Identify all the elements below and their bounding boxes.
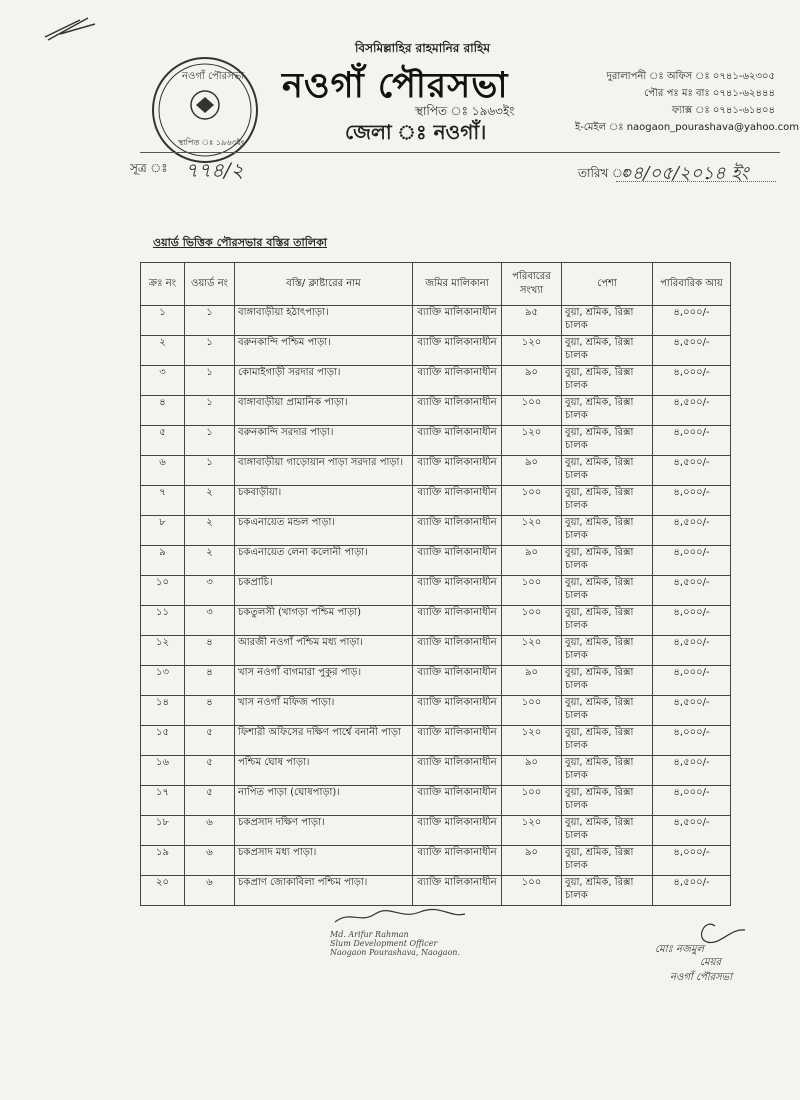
contact-block xyxy=(575,68,799,136)
officer-title: Slum Development Officer xyxy=(330,939,438,948)
table-row xyxy=(141,576,731,606)
cell-ownership: ব্যাক্তি মালিকানাধীন xyxy=(413,366,502,396)
cell-slum-name: চকপ্রাচি। xyxy=(235,576,413,606)
cell-income: ৪,০০০/- xyxy=(653,786,731,816)
cell-ward: ৬ xyxy=(185,876,235,906)
cell-ownership: ব্যাক্তি মালিকানাধীন xyxy=(413,726,502,756)
cell-income: ৪,৫০০/- xyxy=(653,576,731,606)
header-occupation: পেশা xyxy=(562,263,653,306)
cell-occupation: বুয়া, শ্রমিক, রিক্সা চালক xyxy=(562,876,653,906)
phone-mayor: পৌর পঃ মঃ বাঃ ০৭৪১-৬২৪৪৪ xyxy=(644,88,775,99)
cell-serial: ৮ xyxy=(141,516,185,546)
cell-slum-name: বাঙ্গাবাড়ীয়া হঠাৎপাড়া। xyxy=(235,306,413,336)
table-row xyxy=(141,846,731,876)
district-text: জেলা ঃ নওগাঁ। xyxy=(345,120,487,144)
header-divider xyxy=(140,152,780,153)
cell-occupation: বুয়া, শ্রমিক, রিক্সা চালক xyxy=(562,486,653,516)
cell-families: ১২০ xyxy=(502,516,562,546)
cell-families: ১০০ xyxy=(502,486,562,516)
table-row xyxy=(141,336,731,366)
cell-ward: ২ xyxy=(185,546,235,576)
cell-income: ৪,০০০/- xyxy=(653,606,731,636)
cell-income: ৪,০০০/- xyxy=(653,666,731,696)
table-row xyxy=(141,516,731,546)
cell-serial: ১৯ xyxy=(141,846,185,876)
cell-ward: ১ xyxy=(185,396,235,426)
cell-income: ৪,০০০/- xyxy=(653,306,731,336)
cell-serial: ১৩ xyxy=(141,666,185,696)
table-row xyxy=(141,666,731,696)
seal-name: নওগাঁ পৌরসভা xyxy=(182,71,245,82)
cell-ward: ৬ xyxy=(185,846,235,876)
cell-slum-name: চকপ্রসাদ মধ্য পাড়া। xyxy=(235,846,413,876)
cell-ownership: ব্যাক্তি মালিকানাধীন xyxy=(413,816,502,846)
cell-occupation: বুয়া, শ্রমিক, রিক্সা চালক xyxy=(562,846,653,876)
cell-occupation: বুয়া, শ্রমিক, রিক্সা চালক xyxy=(562,546,653,576)
header-serial: ক্রঃ নং xyxy=(141,263,185,306)
cell-income: ৪,৫০০/- xyxy=(653,456,731,486)
header-families: পরিবারের সংখ্যা xyxy=(502,263,562,306)
cell-ownership: ব্যাক্তি মালিকানাধীন xyxy=(413,846,502,876)
cell-serial: ২০ xyxy=(141,876,185,906)
cell-serial: ৩ xyxy=(141,366,185,396)
cell-families: ১২০ xyxy=(502,336,562,366)
cell-families: ৯৫ xyxy=(502,306,562,336)
table-row xyxy=(141,696,731,726)
table-row xyxy=(141,486,731,516)
cell-slum-name: কোমাইগাড়ী সরদার পাড়া। xyxy=(235,366,413,396)
cell-ward: ২ xyxy=(185,486,235,516)
table-row xyxy=(141,636,731,666)
table-row xyxy=(141,366,731,396)
cell-income: ৪,০০০/- xyxy=(653,546,731,576)
cell-occupation: বুয়া, শ্রমিক, রিক্সা চালক xyxy=(562,756,653,786)
cell-serial: ২ xyxy=(141,336,185,366)
header-slum-name: বস্তি/ ক্লাষ্টারের নাম xyxy=(235,263,413,306)
cell-ward: ৩ xyxy=(185,606,235,636)
cell-ownership: ব্যাক্তি মালিকানাধীন xyxy=(413,756,502,786)
table-row xyxy=(141,726,731,756)
cell-ward: ২ xyxy=(185,516,235,546)
cell-income: ৪,৫০০/- xyxy=(653,876,731,906)
cell-occupation: বুয়া, শ্রমিক, রিক্সা চালক xyxy=(562,816,653,846)
table-header-row xyxy=(141,263,731,306)
cell-occupation: বুয়া, শ্রমিক, রিক্সা চালক xyxy=(562,576,653,606)
cell-ward: ৪ xyxy=(185,666,235,696)
cell-slum-name: বরুনকান্দি পশ্চিম পাড়া। xyxy=(235,336,413,366)
cell-slum-name: খাস নওগাঁ বাগমারা পুকুর পাড়। xyxy=(235,666,413,696)
cell-ownership: ব্যাক্তি মালিকানাধীন xyxy=(413,606,502,636)
cell-families: ১০০ xyxy=(502,786,562,816)
cell-occupation: বুয়া, শ্রমিক, রিক্সা চালক xyxy=(562,366,653,396)
cell-occupation: বুয়া, শ্রমিক, রিক্সা চালক xyxy=(562,396,653,426)
cell-occupation: বুয়া, শ্রমিক, রিক্সা চালক xyxy=(562,336,653,366)
table-title: ওয়ার্ড ভিত্তিক পৌরসভার বস্তির তালিকা xyxy=(153,236,327,249)
cell-occupation: বুয়া, শ্রমিক, রিক্সা চালক xyxy=(562,306,653,336)
cell-serial: ১০ xyxy=(141,576,185,606)
signature-scribble-icon xyxy=(330,908,470,926)
cell-income: ৪,০০০/- xyxy=(653,846,731,876)
cell-income: ৪,০০০/- xyxy=(653,486,731,516)
table-row xyxy=(141,786,731,816)
cell-slum-name: চকবাড়ীয়া। xyxy=(235,486,413,516)
cell-serial: ৫ xyxy=(141,426,185,456)
mayor-name: মোঃ নজমুল xyxy=(655,944,704,955)
cell-occupation: বুয়া, শ্রমিক, রিক্সা চালক xyxy=(562,426,653,456)
cell-ownership: ব্যাক্তি মালিকানাধীন xyxy=(413,576,502,606)
cell-occupation: বুয়া, শ্রমিক, রিক্সা চালক xyxy=(562,696,653,726)
cell-income: ৪,৫০০/- xyxy=(653,516,731,546)
cell-income: ৪,৫০০/- xyxy=(653,336,731,366)
phone-office: দুরালাপনী ঃ অফিস ঃ ০৭৪১-৬২৩০৫ xyxy=(606,71,775,82)
cell-slum-name: চকতুলসী (খাগড়া পশ্চিম পাড়া) xyxy=(235,606,413,636)
cell-ward: ৫ xyxy=(185,756,235,786)
slum-list-table xyxy=(140,262,731,906)
cell-ward: ৩ xyxy=(185,576,235,606)
cell-families: ১২০ xyxy=(502,426,562,456)
header-income: পারিবারিক আয় xyxy=(653,263,731,306)
cell-families: ১০০ xyxy=(502,396,562,426)
cell-ownership: ব্যাক্তি মালিকানাধীন xyxy=(413,486,502,516)
officer-name: Md. Arifur Rahman xyxy=(330,930,409,939)
cell-income: ৪,৫০০/- xyxy=(653,636,731,666)
cell-occupation: বুয়া, শ্রমিক, রিক্সা চালক xyxy=(562,726,653,756)
cell-slum-name: নাপিত পাড়া (ঘোষপাড়া)। xyxy=(235,786,413,816)
cell-serial: ১৮ xyxy=(141,816,185,846)
cell-slum-name: বাঙ্গাবাড়ীয়া প্রামানিক পাড়া। xyxy=(235,396,413,426)
email-address: ই-মেইল ঃ naogaon_pourashava@yahoo.com xyxy=(575,122,799,133)
cell-ward: ৪ xyxy=(185,636,235,666)
cell-income: ৪,৫০০/- xyxy=(653,816,731,846)
cell-ownership: ব্যাক্তি মালিকানাধীন xyxy=(413,786,502,816)
cell-families: ১০০ xyxy=(502,696,562,726)
cell-families: ৯০ xyxy=(502,546,562,576)
cell-families: ১২০ xyxy=(502,636,562,666)
table-row xyxy=(141,396,731,426)
cell-serial: ১ xyxy=(141,306,185,336)
cell-slum-name: চকএনায়েত লেনা কলোনী পাড়া। xyxy=(235,546,413,576)
municipality-seal-icon xyxy=(150,55,260,165)
table-row xyxy=(141,426,731,456)
cell-families: ৯০ xyxy=(502,456,562,486)
cell-ownership: ব্যাক্তি মালিকানাধীন xyxy=(413,336,502,366)
cell-occupation: বুয়া, শ্রমিক, রিক্সা চালক xyxy=(562,456,653,486)
date-underline xyxy=(616,181,776,182)
cell-ownership: ব্যাক্তি মালিকানাধীন xyxy=(413,666,502,696)
cell-income: ৪,৫০০/- xyxy=(653,696,731,726)
cell-occupation: বুয়া, শ্রমিক, রিক্সা চালক xyxy=(562,606,653,636)
cell-ward: ১ xyxy=(185,426,235,456)
cell-serial: ৪ xyxy=(141,396,185,426)
cell-families: ৯০ xyxy=(502,756,562,786)
header-ward: ওয়ার্ড নং xyxy=(185,263,235,306)
fax-number: ফ্যাক্স ঃ ০৭৪১-৬১৪০৪ xyxy=(671,105,775,116)
cell-slum-name: বাঙ্গাবাড়ীয়া গাড়োয়ান পাড়া সরদার পাড়া। xyxy=(235,456,413,486)
cell-families: ৯০ xyxy=(502,666,562,696)
reference-label: সূত্র ঃ xyxy=(130,161,168,175)
cell-income: ৪,০০০/- xyxy=(653,426,731,456)
cell-income: ৪,০০০/- xyxy=(653,726,731,756)
table-row xyxy=(141,606,731,636)
bismillah-text: বিসমিল্লাহির রাহমানির রাহিম xyxy=(355,41,491,55)
cell-slum-name: খাস নওগাঁ মফিজ পাড়া। xyxy=(235,696,413,726)
cell-families: ১২০ xyxy=(502,816,562,846)
cell-slum-name: চকপ্রাণ জোকাবিলা পশ্চিম পাড়া। xyxy=(235,876,413,906)
cell-ownership: ব্যাক্তি মালিকানাধীন xyxy=(413,696,502,726)
cell-serial: ১৫ xyxy=(141,726,185,756)
cell-serial: ১২ xyxy=(141,636,185,666)
cell-occupation: বুয়া, শ্রমিক, রিক্সা চালক xyxy=(562,786,653,816)
seal-established: স্থাপিত ঃ ১৯৬৩ইং xyxy=(178,138,245,147)
cell-ownership: ব্যাক্তি মালিকানাধীন xyxy=(413,636,502,666)
cell-serial: ৯ xyxy=(141,546,185,576)
cell-families: ১০০ xyxy=(502,576,562,606)
cell-slum-name: চকএনায়েত মন্ডল পাড়া। xyxy=(235,516,413,546)
cell-ward: ১ xyxy=(185,336,235,366)
cell-ward: ৫ xyxy=(185,786,235,816)
table-row xyxy=(141,306,731,336)
cell-ownership: ব্যাক্তি মালিকানাধীন xyxy=(413,456,502,486)
cell-slum-name: আরজী নওগাঁ পশ্চিম মধ্য পাড়া। xyxy=(235,636,413,666)
cell-ward: ৪ xyxy=(185,696,235,726)
cell-ward: ১ xyxy=(185,456,235,486)
cell-occupation: বুয়া, শ্রমিক, রিক্সা চালক xyxy=(562,516,653,546)
cell-families: ১০০ xyxy=(502,606,562,636)
cell-families: ৯০ xyxy=(502,846,562,876)
cell-ownership: ব্যাক্তি মালিকানাধীন xyxy=(413,546,502,576)
mayor-office: নওগাঁ পৌরসভা xyxy=(670,972,733,983)
cell-ward: ১ xyxy=(185,306,235,336)
cell-ward: ৬ xyxy=(185,816,235,846)
table-row xyxy=(141,816,731,846)
date-label: তারিখ ঃ xyxy=(578,166,630,180)
organization-name: নওগাঁ পৌরসভা xyxy=(282,66,509,106)
cell-ward: ১ xyxy=(185,366,235,396)
cell-income: ৪,৫০০/- xyxy=(653,756,731,786)
cell-serial: ৭ xyxy=(141,486,185,516)
cell-slum-name: চকপ্রসাদ দক্ষিণ পাড়া। xyxy=(235,816,413,846)
cell-serial: ১৭ xyxy=(141,786,185,816)
cell-serial: ৬ xyxy=(141,456,185,486)
cell-slum-name: ফিশারী অফিসের দক্ষিণ পার্শ্বে বনানী পাড়া xyxy=(235,726,413,756)
table-row xyxy=(141,456,731,486)
mayor-signature xyxy=(645,918,785,988)
table-row xyxy=(141,876,731,906)
date-value: ০৪/০৫/২০১৪ ইং xyxy=(620,163,749,184)
cell-serial: ১৪ xyxy=(141,696,185,726)
cell-serial: ১৬ xyxy=(141,756,185,786)
cell-families: ১২০ xyxy=(502,726,562,756)
table-row xyxy=(141,756,731,786)
mayor-title: মেয়র xyxy=(700,957,722,968)
cell-occupation: বুয়া, শ্রমিক, রিক্সা চালক xyxy=(562,666,653,696)
cell-families: ৯০ xyxy=(502,366,562,396)
cell-ownership: ব্যাক্তি মালিকানাধীন xyxy=(413,426,502,456)
cell-slum-name: বরুনকান্দি সরদার পাড়া। xyxy=(235,426,413,456)
cell-ownership: ব্যাক্তি মালিকানাধীন xyxy=(413,876,502,906)
cell-income: ৪,০০০/- xyxy=(653,366,731,396)
cell-families: ১০০ xyxy=(502,876,562,906)
cell-ward: ৫ xyxy=(185,726,235,756)
reference-number: ৭৭৪/২ xyxy=(185,158,244,182)
table-row xyxy=(141,546,731,576)
established-text: স্থাপিত ঃ ১৯৬৩ইং xyxy=(415,104,515,118)
pen-mark-icon xyxy=(40,12,100,42)
cell-slum-name: পশ্চিম ঘোষ পাড়া। xyxy=(235,756,413,786)
cell-ownership: ব্যাক্তি মালিকানাধীন xyxy=(413,306,502,336)
cell-ownership: ব্যাক্তি মালিকানাধীন xyxy=(413,516,502,546)
officer-office: Naogaon Pourashava, Naogaon. xyxy=(330,948,460,957)
cell-occupation: বুয়া, শ্রমিক, রিক্সা চালক xyxy=(562,636,653,666)
cell-serial: ১১ xyxy=(141,606,185,636)
officer-signature xyxy=(330,908,480,957)
cell-income: ৪,৫০০/- xyxy=(653,396,731,426)
cell-ownership: ব্যাক্তি মালিকানাধীন xyxy=(413,396,502,426)
header-ownership: জমির মালিকানা xyxy=(413,263,502,306)
